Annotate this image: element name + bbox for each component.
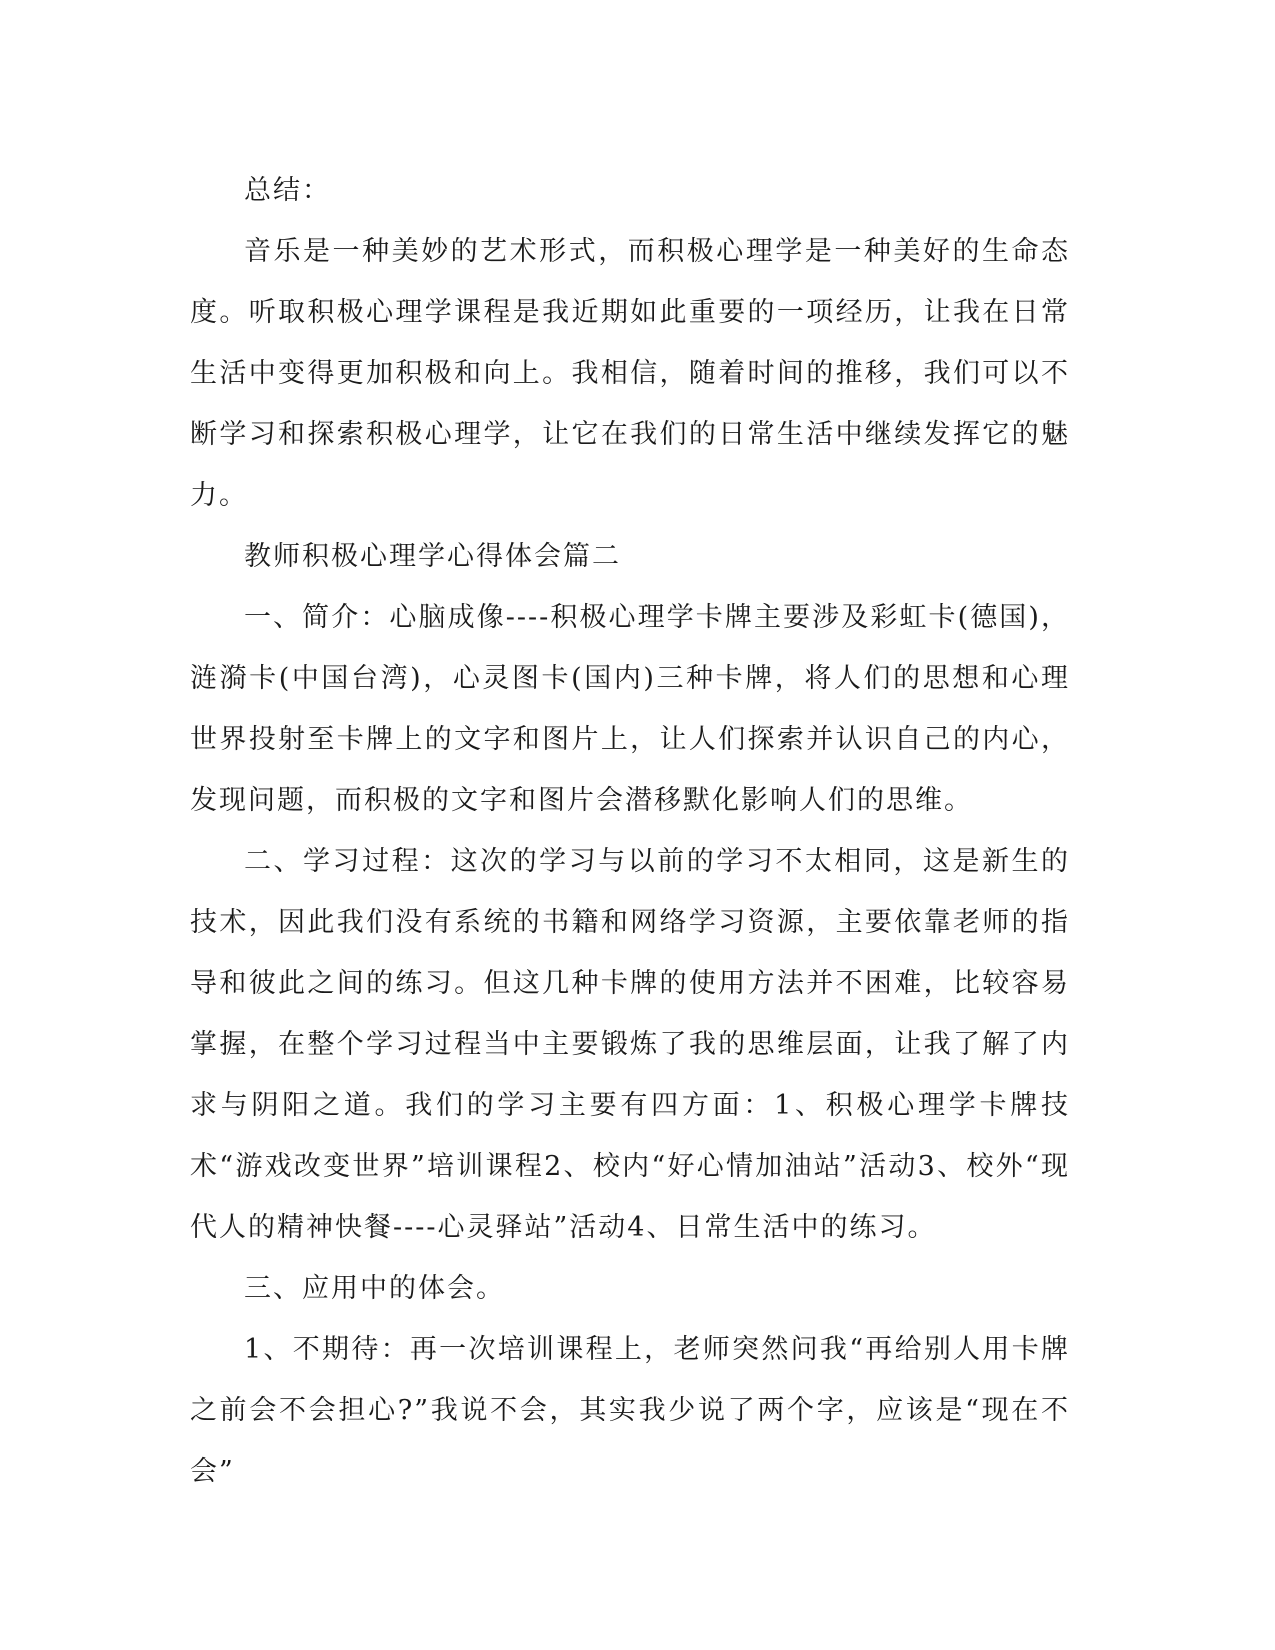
document-body <box>190 160 1070 1502</box>
paragraph-no-expectation: 1、不期待：再一次培训课程上，老师突然问我“再给别人用卡牌之前会不会担心?”我说不会，其实我少说了两个字，应该是“现在不会” <box>190 1334 1070 1487</box>
paragraph-learning-process: 二、学习过程：这次的学习与以前的学习不太相同，这是新生的技术，因此我们没有系统的书籍和网络学习资源，主要依靠老师的指导和彼此之间的练习。但这几种卡牌的使用方法并不困难，比较容易掌握，在整个学习过程当中主要锻炼了我的思维层面，让我了解了内求与阴阳之道。我们的学习主要有四方面：1、积极心理学卡牌技术“游戏改变世界”培训课程2、校内“好心情加油站”活动3、校外“现代人的精神快餐----心灵驿站”活动4、日常生活中的练习。 <box>190 846 1070 1243</box>
paragraph-introduction: 一、简介：心脑成像----积极心理学卡牌主要涉及彩虹卡(德国)，涟漪卡(中国台湾)，心灵图卡(国内)三种卡牌，将人们的思想和心理世界投射至卡牌上的文字和图片上，让人们探索并认识自己的内心，发现问题，而积极的文字和图片会潜移默化影响人们的思维。 <box>190 602 1070 816</box>
paragraph-application-heading: 三、应用中的体会。 <box>244 1273 505 1304</box>
section-title: 教师积极心理学心得体会篇二 <box>244 541 621 572</box>
paragraph-summary-body: 音乐是一种美妙的艺术形式，而积极心理学是一种美好的生命态度。听取积极心理学课程是我近期如此重要的一项经历，让我在日常生活中变得更加积极和向上。我相信，随着时间的推移，我们可以不断学习和探索积极心理学，让它在我们的日常生活中继续发挥它的魅力。 <box>190 236 1070 511</box>
paragraph-summary-heading: 总结： <box>244 175 331 206</box>
